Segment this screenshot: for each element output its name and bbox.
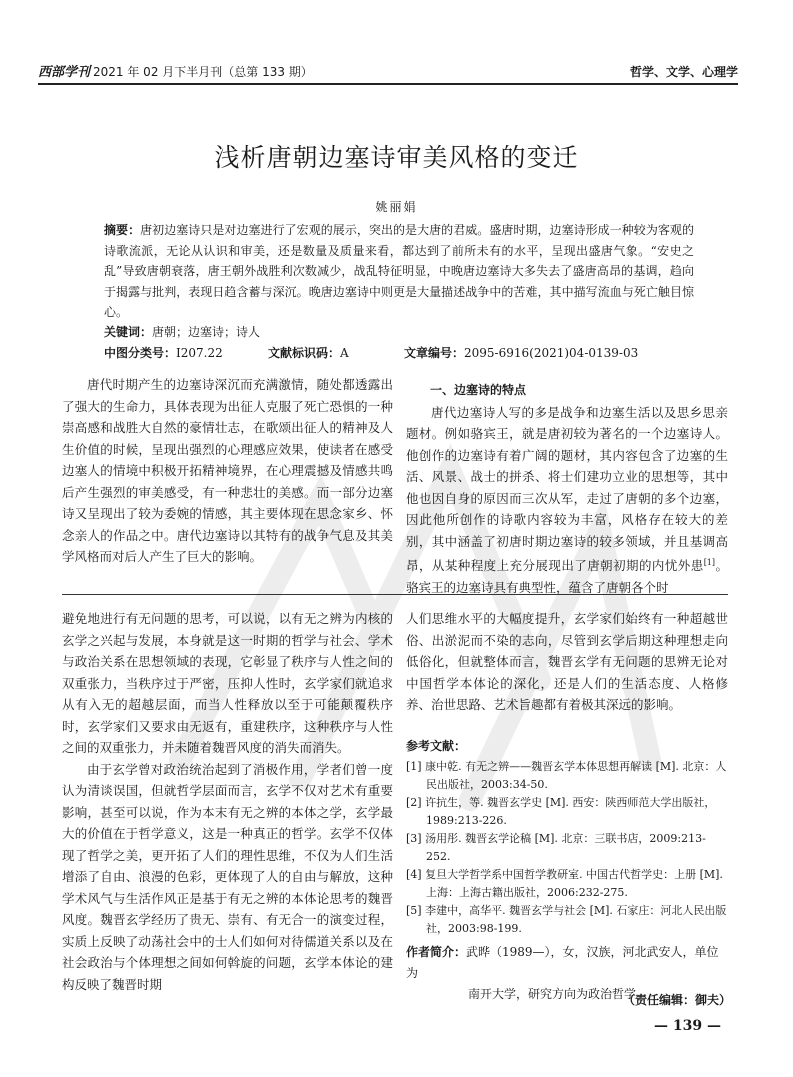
article-author: 姚丽娟 bbox=[375, 200, 418, 214]
bio-line-2: 南开大学，研究方向为政治哲学。 bbox=[468, 987, 649, 1001]
section-divider bbox=[62, 594, 728, 595]
class-number: I207.22 bbox=[176, 346, 223, 360]
classification bbox=[104, 344, 223, 361]
reference-item: [1] 康中乾. 有无之辨——魏晋玄学本体思想再解读 [M]. 北京：人民出版社，2003:34-50. bbox=[406, 760, 727, 791]
bio-line-1: 武晔（1989—），女，汉族，河北武安人，单位为 bbox=[406, 945, 719, 980]
abstract bbox=[104, 220, 694, 323]
reference-item: [4] 复旦大学哲学系中国哲学教研室. 中国古代哲学史：上册 [M]. 上海：上海古籍出版社，2006:232-275. bbox=[406, 868, 723, 899]
reference-item: [3] 汤用彤. 魏晋玄学论稿 [M]. 北京：三联书店，2009:213-252. bbox=[406, 832, 706, 863]
document-code bbox=[268, 344, 349, 361]
paragraph: 由于玄学曾对政治统治起到了消极作用，学者们曾一度认为清谈误国，但就哲学层面而言，玄学不仅对艺术有重要影响，甚至可以说，作为本末有无之辨的本体之学，玄学最大的价值在于哲学意义，这是一种真正的哲学。玄学不仅体现了哲学之美，更开拓了人们的理性思维，不仅为人们生活增添了自由、浪漫的色彩，更体现了人的自由与解放，这种学术风气与生活作风正是基于有无之辨的本体论思考的魏晋风度。魏晋玄学经历了贵无、崇有、有无合一的演变过程，实质上反映了动荡社会中的士人们如何对待儒道关系以及在社会政治与个体理想之间如何斡旋的问题，玄学本体论的建构反映了魏晋时期 bbox=[62, 761, 393, 992]
citation: [1] bbox=[703, 558, 716, 567]
section-heading: 一、边塞诗的特点 bbox=[430, 383, 527, 397]
keywords-text: 唐朝；边塞诗；诗人 bbox=[152, 325, 261, 339]
article-number bbox=[404, 344, 638, 361]
paragraph-tail: 。骆宾王的边塞诗具有典型性，蕴含了唐朝各个时 bbox=[406, 558, 728, 595]
reference-item: [2] 许抗生，等. 魏晋玄学史 [M]. 西安：陕西师范大学出版社，1989:213-226. bbox=[406, 796, 716, 827]
journal-logo: 西部学刊 bbox=[38, 65, 91, 80]
artno-label: 文章编号： bbox=[404, 346, 465, 360]
doccode-value: A bbox=[340, 346, 349, 360]
running-header-left bbox=[38, 61, 313, 80]
responsible-editor: （责任编辑：御夫） bbox=[622, 993, 731, 1007]
artno-value: 2095-6916(2021)04-0139-03 bbox=[464, 346, 639, 360]
page-number: — 139 — bbox=[654, 1018, 721, 1034]
keywords-label: 关键词： bbox=[104, 325, 153, 339]
body-column-2 bbox=[406, 374, 728, 598]
abstract-text: 唐初边塞诗只是对边塞进行了宏观的展示，突出的是大唐的君威。盛唐时期，边塞诗形成一种较为客观的诗歌流派，无论从认识和审美，还是数量及质量来看，都达到了前所未有的水平，呈现出盛唐气象。“安史之乱”导致唐朝衰落，唐王朝外战胜利次数减少，战乱特征明显，中晚唐边塞诗大多失去了盛唐高昂的基调，趋向于揭露与批判，表现日趋含蓄与深沉。晚唐边塞诗中则更是大量描述战争中的苦难，其中描写流血与死亡触目惊心。 bbox=[104, 223, 694, 319]
paragraph: 人们思维水平的大幅度提升，玄学家们始终有一种超越世俗、出淤泥而不染的志向，尽管到玄学后期这种理想走向低俗化，但就整体而言，魏晋玄学有无问题的思辨无论对中国哲学本体论的深化，还是人们的生活态度、人格修养、治世思路、艺术旨趣都有着极其深远的影响。 bbox=[406, 611, 728, 712]
paragraph-text: 唐代边塞诗人写的多是战争和边塞生活以及思乡思亲题材。例如骆宾王，就是唐初较为著名的一个边塞诗人。他创作的边塞诗有着广阔的题材，其内容包含了边塞的生活、风景、战士的拼杀、将士们建功立业的思想等，其中他也因自身的原因而三次从军，走过了唐朝的多个边塞，因此他所创作的诗歌内容较为丰富，风格存在较大的差别，其中涵盖了初唐时期边塞诗的较多领域，并且基调高昂，从某种程度上充分展现出了唐朝初期的内忧外患 bbox=[406, 404, 728, 574]
reference-list bbox=[406, 758, 728, 938]
paragraph bbox=[406, 402, 728, 599]
bio-label: 作者简介： bbox=[406, 945, 467, 959]
class-label: 中图分类号： bbox=[104, 346, 177, 360]
body-column-1 bbox=[62, 374, 393, 568]
header-rule bbox=[38, 83, 738, 85]
doccode-label: 文献标识码： bbox=[268, 346, 341, 360]
references-heading: 参考文献： bbox=[406, 739, 467, 753]
paragraph: 唐代时期产生的边塞诗深沉而充满激情，随处都透露出了强大的生命力，具体表现为出征人克服了死亡恐惧的一种崇高感和战胜大自然的豪情壮志，在歌颂出征人的精神及人生价值的时候，呈现出强烈的心理感应效果，使读者在感受边塞人的情境中积极开拓精神境界，在心理震撼及情感共鸣后产生强烈的审美感受，有一种悲壮的美感。而一部分边塞诗又呈现出了较为委婉的情感，其主要体现在思念家乡、怀念亲人的作品之中。唐代边塞诗以其特有的战争气息及其美学风格而对后人产生了巨大的影响。 bbox=[62, 377, 393, 564]
body-column-3 bbox=[62, 608, 393, 995]
article-title: 浅析唐朝边塞诗审美风格的变迁 bbox=[214, 143, 579, 172]
section-name: 哲学、文学、心理学 bbox=[629, 65, 738, 79]
keywords bbox=[104, 323, 260, 340]
abstract-label: 摘要： bbox=[104, 223, 141, 237]
reference-item: [5] 李建中，高华平. 魏晋玄学与社会 [M]. 石家庄：河北人民出版社，2003:98-199. bbox=[406, 904, 727, 935]
paragraph: 避免地进行有无问题的思考，可以说，以有无之辨为内核的玄学之兴起与发展，本身就是这一时期的哲学与社会、学术与政治关系在思想领域的表现，它彰显了秩序与人性之间的双重张力，当秩序过于严密，压抑人性时，玄学家们就追求从有入无的超越层面，而当人性释放以至于可能颠覆秩序时，玄学家们又要求由无返有，重建秩序，这种秩序与人性之间的双重张力，并未随着魏晋风度的消失而消失。 bbox=[62, 611, 393, 755]
issue-info: 2021 年 02 月下半月刊（总第 133 期） bbox=[93, 65, 313, 79]
body-column-4 bbox=[406, 608, 728, 716]
